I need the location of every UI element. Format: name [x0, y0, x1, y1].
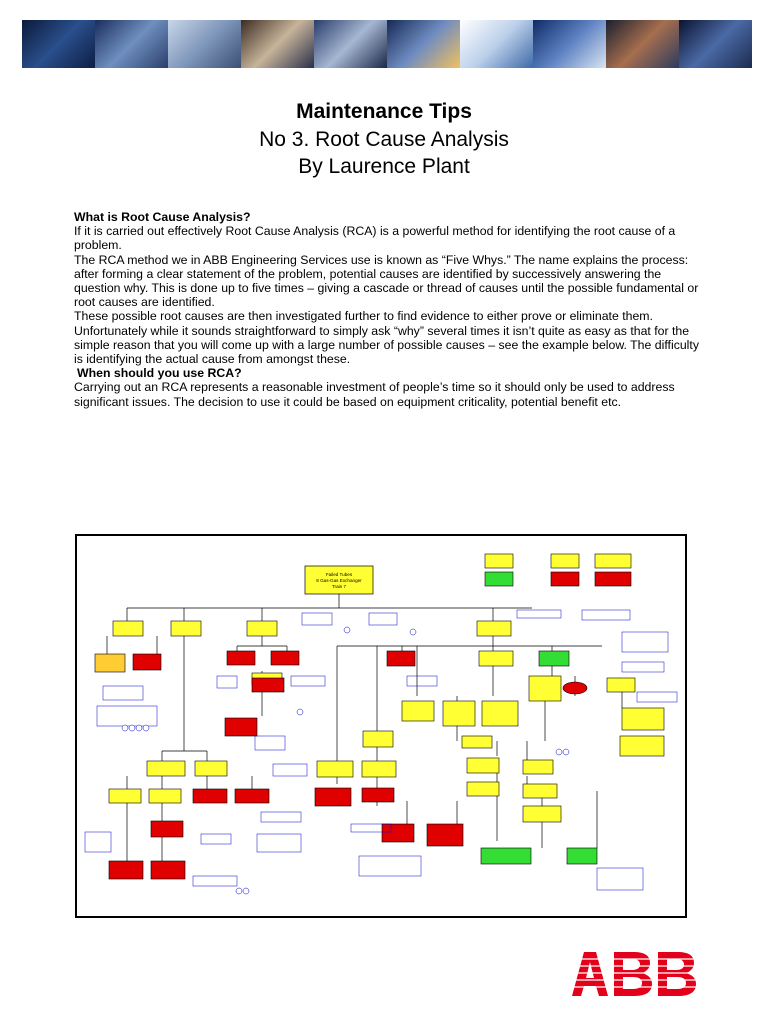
node-why-train2	[485, 554, 513, 568]
node-why-damage	[551, 554, 579, 568]
node-glycol-trapped	[482, 701, 518, 726]
node-vibration	[252, 678, 284, 692]
node-red-1	[133, 654, 161, 670]
node-fatigue-failure	[247, 621, 277, 636]
node-failures-initiated	[95, 654, 125, 672]
node-red-16	[595, 572, 631, 586]
node-red-6	[193, 789, 227, 803]
node-high-water	[467, 782, 499, 796]
node-solids	[607, 678, 635, 692]
node-red-10	[382, 824, 414, 842]
node-biosludge	[529, 676, 561, 701]
paragraph-4: Unfortunately while it sounds straightforward to simply ask “why” several times it isn’t quite as easy as that for the simple reason that you will come up with a large number of possible causes – see the example below. The difficulty is identifying the actual cause from amongst these.	[74, 323, 699, 367]
node-red-11	[427, 824, 463, 846]
paragraph-3: These possible root causes are then investigated further to find evidence to either prove or eliminate them.	[74, 309, 653, 324]
page-subtitle: No 3. Root Cause Analysis	[259, 128, 509, 151]
node-freeze-thaw	[479, 651, 513, 666]
node-red-3	[271, 651, 299, 665]
node-original-spec	[147, 761, 185, 776]
node-red-8	[315, 788, 351, 806]
node-glycol-carry-alarm	[523, 806, 561, 822]
node-red-ellipse	[563, 682, 587, 694]
node-red-14	[151, 861, 185, 879]
section-heading-when: When should you use RCA?	[77, 366, 242, 381]
root-label-line2: 8 Gas-Gas Exchanger	[316, 578, 362, 583]
rca-diagram	[75, 534, 687, 918]
node-red-12	[151, 821, 183, 837]
node-red-9	[362, 788, 394, 802]
node-why-speed	[595, 554, 631, 568]
node-corrosion-area	[622, 708, 664, 730]
node-glycol	[523, 760, 553, 774]
node-high-diff-pressure	[362, 761, 396, 777]
node-corrosion-exchanger	[620, 736, 664, 756]
paragraph-2: The RCA method we in ABB Engineering Services use is known as “Five Whys.” The name explains the process: after forming a clear statement of the problem, potential causes are identified by successively answering the question why. This is done up to five times – giving a cascade or thread of causes until the possible fundamental or root causes are identified.	[74, 252, 699, 310]
node-tube-vibration	[539, 651, 569, 666]
node-gas-field-upsets	[467, 758, 499, 773]
node-red-7	[235, 789, 269, 803]
node-over-under-temp	[317, 761, 353, 777]
node-red-4	[225, 718, 257, 736]
node-filter	[567, 848, 597, 864]
author-line: By Laurence Plant	[298, 155, 470, 178]
node-design	[109, 789, 141, 803]
node-poor-construction	[149, 789, 181, 803]
root-label-line3: Train 7	[331, 584, 347, 589]
paragraph-1: If it is carried out effectively Root Cause Analysis (RCA) is a powerful method for identifying the root cause of a problem.	[74, 224, 676, 253]
node-clear-pressure	[363, 731, 393, 747]
node-hydrate	[462, 736, 492, 748]
rca-diagram-svg	[77, 536, 685, 916]
node-hydrate-trapped	[443, 701, 475, 726]
node-previous-incidents	[113, 621, 143, 636]
header-banner	[22, 20, 752, 68]
section-heading-what: What is Root Cause Analysis?	[74, 210, 251, 224]
node-contactor-failure	[481, 848, 531, 864]
root-label-line1: Failed Tubes	[325, 572, 353, 577]
node-weak-material	[171, 621, 201, 636]
paragraph-5: Carrying out an RCA represents a reasonable investment of people’s time so it should only be used to address significant issues. The decision to use it could be based on equipment criticality, potential benefit etc.	[74, 380, 675, 409]
article-body	[74, 210, 708, 409]
node-red-15	[551, 572, 579, 586]
node-reduced-thickness	[195, 761, 227, 776]
node-red-13	[109, 861, 143, 879]
node-red-5	[387, 651, 415, 666]
node-differential-expansion	[402, 701, 434, 721]
node-green-1	[485, 572, 513, 586]
node-mechanical-overload	[477, 621, 511, 636]
page-title: Maintenance Tips	[296, 100, 472, 123]
node-glycol-carry-over	[523, 784, 557, 798]
title-block	[0, 98, 768, 180]
abb-logo	[570, 950, 704, 998]
node-red-2	[227, 651, 255, 665]
